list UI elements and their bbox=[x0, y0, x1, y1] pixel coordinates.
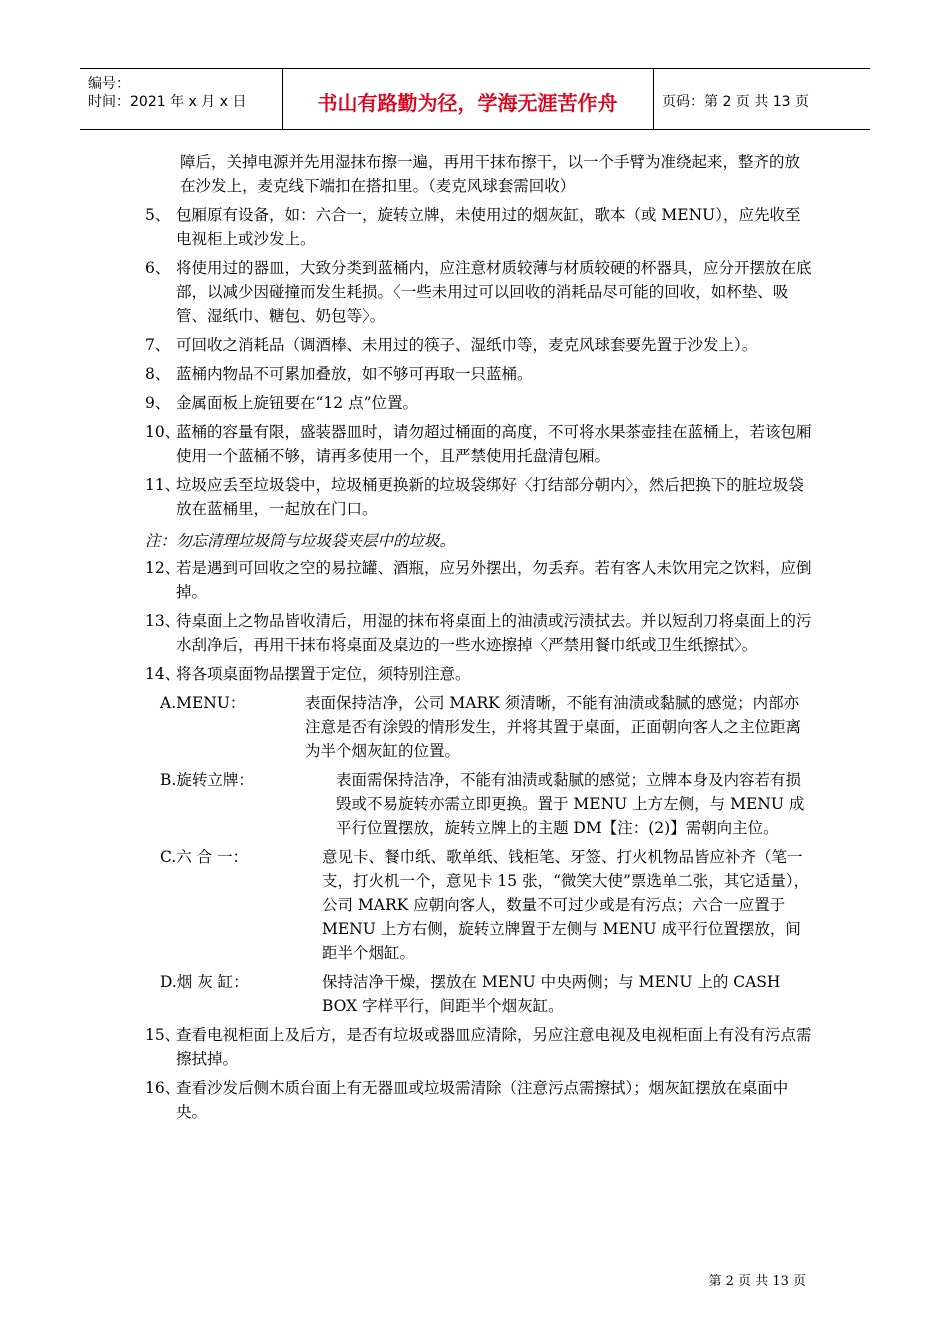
page-footer: 第 2 页 共 13 页 bbox=[708, 1274, 806, 1289]
list-item bbox=[140, 391, 812, 415]
sub-item-text: 表面保持洁净，公司 MARK 须清晰，不能有油渍或黏腻的感觉；内部亦注意是否有涂毁的情形发生，并将其置于桌面，正面朝向客人之主位距离为半个烟灰缸的位置。 bbox=[305, 694, 802, 760]
list-item bbox=[140, 1076, 812, 1124]
item-text: 金属面板上旋钮要在“12 点”位置。 bbox=[176, 394, 418, 412]
item-number: 12、 bbox=[145, 559, 181, 577]
list-item bbox=[140, 1023, 812, 1071]
item-text: 查看电视柜面上及后方，是否有垃圾或器皿应清除，另应注意电视及电视柜面上有没有污点需擦拭掉。 bbox=[176, 1026, 812, 1068]
sub-item-text: 保持洁净干燥，摆放在 MENU 中央两侧；与 MENU 上的 CASH BOX 字样平行，间距半个烟灰缸。 bbox=[322, 973, 781, 1015]
item-number: 6、 bbox=[145, 259, 171, 277]
sub-item-label: B.旋转立牌： bbox=[160, 771, 254, 789]
item-text: 包厢原有设备，如：六合一，旋转立牌，未使用过的烟灰缸，歌本（或 MENU），应先收至电视柜上或沙发上。 bbox=[176, 206, 801, 248]
document-body bbox=[140, 150, 812, 1129]
page-number-label: 页码：第 2 页 共 13 页 bbox=[662, 94, 809, 110]
item-text: 蓝桶的容量有限，盛装器皿时，请勿超过桶面的高度，不可将水果茶壶挂在蓝桶上，若该包厢使用一个蓝桶不够，请再多使用一个，且严禁使用托盘清包厢。 bbox=[176, 423, 812, 465]
list-item bbox=[140, 203, 812, 251]
item-number: 16、 bbox=[145, 1079, 181, 1097]
header-right-cell bbox=[654, 69, 870, 129]
item-number: 9、 bbox=[145, 394, 171, 412]
item-number: 5、 bbox=[145, 206, 171, 224]
list-item bbox=[140, 662, 812, 686]
item-text: 垃圾应丢至垃圾袋中，垃圾桶更换新的垃圾袋绑好〈打结部分朝内〉，然后把换下的脏垃圾袋放在蓝桶里，一起放在门口。 bbox=[176, 476, 804, 518]
item-number: 13、 bbox=[145, 612, 181, 630]
header-motto-cell bbox=[282, 69, 654, 129]
list-item bbox=[140, 556, 812, 604]
list-item bbox=[140, 333, 812, 357]
item-text: 待桌面上之物品皆收清后，用湿的抹布将桌面上的油渍或污渍拭去。并以短刮刀将桌面上的污水刮净后，再用干抹布将桌面及桌边的一些水迹擦掉〈严禁用餐巾纸或卫生纸擦拭〉。 bbox=[176, 612, 812, 654]
sub-item-text: 意见卡、餐巾纸、歌单纸、钱柜笔、牙签、打火机物品皆应补齐（笔一支，打火机一个，意见卡 15 张，“微笑大使”票选单二张，其它适量），公司 MARK 应朝向客人，数量不可过少或是有污点；六合一应置于 MENU 上方右侧，旋转立牌置于左侧与 MENU 成平行位置摆放，间距半个烟缸。 bbox=[322, 848, 810, 962]
sub-item bbox=[140, 845, 812, 965]
item-text: 蓝桶内物品不可累加叠放，如不够可再取一只蓝桶。 bbox=[176, 365, 533, 383]
item-number: 15、 bbox=[145, 1026, 181, 1044]
page-header bbox=[80, 68, 870, 130]
item-number: 11、 bbox=[145, 476, 181, 494]
continuation-paragraph: 障后，关掉电源并先用湿抹布擦一遍，再用干抹布擦干，以一个手臂为准绕起来，整齐的放在沙发上，麦克线下端扣在搭扣里。（麦克风球套需回收） bbox=[180, 153, 801, 195]
sub-item bbox=[140, 768, 812, 840]
list-item bbox=[140, 420, 812, 468]
item-text: 将使用过的器皿，大致分类到蓝桶内，应注意材质较薄与材质较硬的杯器具，应分开摆放在底部，以减少因碰撞而发生耗损。〈一些未用过可以回收的消耗品尽可能的回收，如杯垫、吸管、湿纸巾、糖包、奶包等〉。 bbox=[176, 259, 812, 325]
item-text: 查看沙发后侧木质台面上有无器皿或垃圾需清除（注意污点需擦拭）；烟灰缸摆放在桌面中央。 bbox=[176, 1079, 789, 1121]
sub-item-label: A.MENU： bbox=[160, 694, 246, 712]
sub-item bbox=[140, 691, 812, 763]
sub-item-label: D.烟 灰 缸： bbox=[160, 973, 249, 991]
item-number: 7、 bbox=[145, 336, 171, 354]
list-item bbox=[140, 609, 812, 657]
sub-item-label: C.六 合 一： bbox=[160, 848, 249, 866]
note: 注：勿忘清理垃圾筒与垃圾袋夹层中的垃圾。 bbox=[145, 532, 456, 550]
sub-item bbox=[140, 970, 812, 1018]
header-left-cell bbox=[80, 69, 283, 129]
item-number: 10、 bbox=[145, 423, 181, 441]
list-item bbox=[140, 256, 812, 328]
item-number: 14、 bbox=[145, 665, 181, 683]
item-number: 8、 bbox=[145, 365, 171, 383]
item-text: 若是遇到可回收之空的易拉罐、酒瓶，应另外摆出，勿丢弃。若有客人未饮用完之饮料，应倒掉。 bbox=[176, 559, 812, 601]
list-item bbox=[140, 362, 812, 386]
item-text: 将各项桌面物品摆置于定位，须特别注意。 bbox=[176, 665, 471, 683]
serial-label: 编号： bbox=[88, 76, 130, 92]
motto: 书山有路勤为径，学海无涯苦作舟 bbox=[317, 91, 618, 115]
date-label: 时间：2021 年 x 月 x 日 bbox=[88, 94, 247, 110]
list-item bbox=[140, 473, 812, 521]
sub-item-text: 表面需保持洁净，不能有油渍或黏腻的感觉；立牌本身及内容若有损毁或不易旋转亦需立即更换。置于 MENU 上方左侧，与 MENU 成平行位置摆放，旋转立牌上的主题 DM【注：(2)】需朝向主位。 bbox=[336, 771, 805, 837]
item-text: 可回收之消耗品（调酒棒、未用过的筷子、湿纸巾等，麦克风球套要先置于沙发上）。 bbox=[176, 336, 758, 354]
